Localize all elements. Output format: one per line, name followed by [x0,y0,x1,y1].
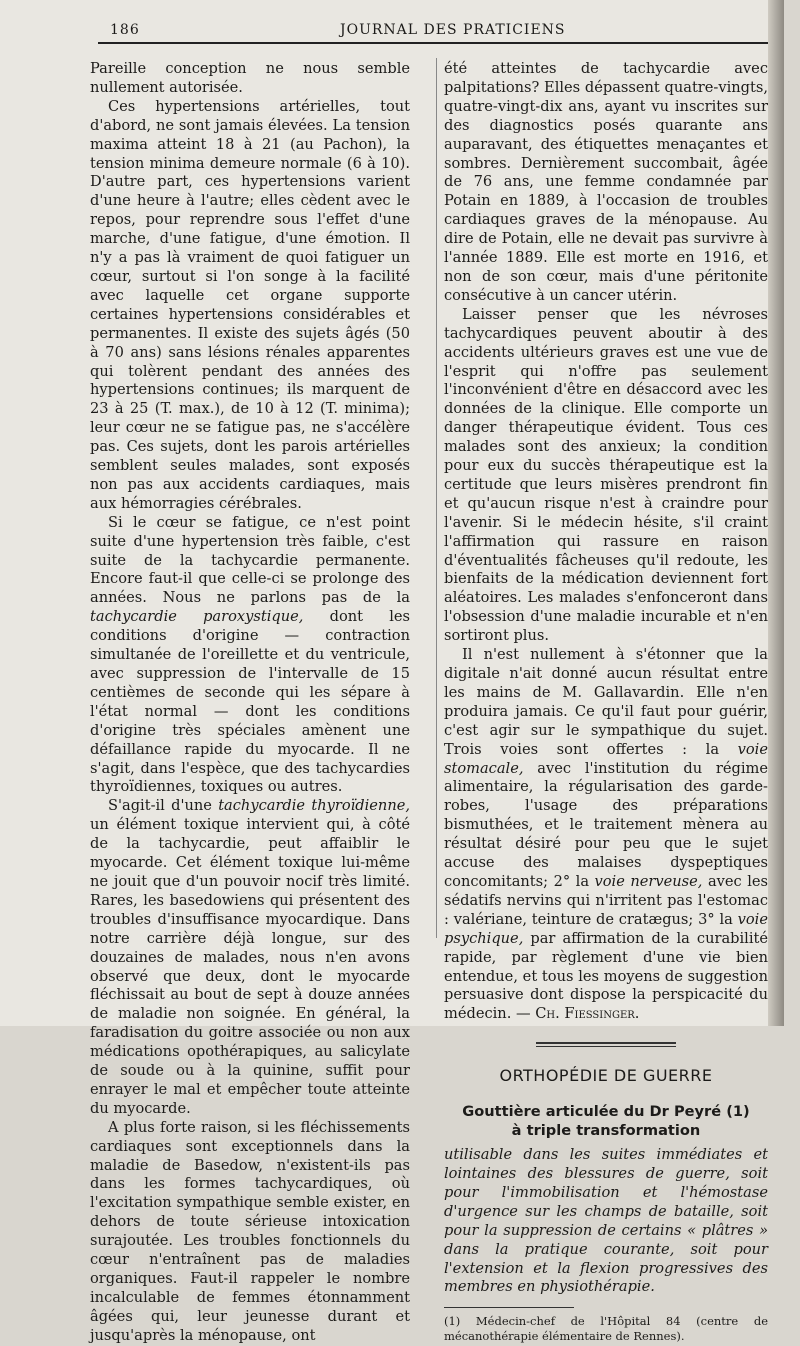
header-rule [98,42,778,44]
footnote-rule [444,1307,574,1308]
italic-term: tachycardie thyroïdienne, [218,797,410,815]
column-divider [436,58,437,938]
journal-title: JOURNAL DES PRATICIENS [340,22,566,38]
text-run: Si le cœur se fatigue, ce n'est point suite d'une hypertension très faible, c'est suite de la tachycardie permanente. Encore faut-il que celle-ci se prolonge des années. Nous ne parlons pas de la [90,513,410,607]
paragraph: Pareille conception ne nous semble nullement autorisée. [90,60,410,96]
article-title-line2: à triple transformation [511,1122,701,1140]
right-column [444,60,768,1344]
section-rule [536,1042,676,1047]
italic-term: voie psychique, [444,910,768,947]
paragraph [444,646,768,1024]
paragraph: Ces hypertensions artérielles, tout d'abord, ne sont jamais élevées. La tension maxima atteint 18 à 21 (au Pachon), la tension minima demeure normale (6 à 10). D'autre part, ces hypertensions varient d'une heure à l'autre; elles cèdent avec le repos, pour reprendre sous l'effet d'une marche, d'une fatigue, d'une émotion. Il n'y a pas là vraiment de quoi fatiguer un cœur, surtout si l'on songe à la facilité avec laquelle cet organe supporte certaines hypertensions considérables et permanentes. Il existe des sujets âgés (50 à 70 ans) sans lésions rénales apparentes qui tolèrent pendant des années des hypertensions continues; ils marquent de 23 à 25 (T. max.), de 10 à 12 (T. minima); leur cœur ne se fatigue pas, ne s'accélère pas. Ces sujets, dont les parois artérielles semblent seules malades, sont exposés non pas aux accidents cardiaques, mais aux hémorragies cérébrales. [90,97,410,512]
page-number: 186 [110,22,140,38]
text-run: avec l'institution du régime alimentaire, la régularisation des garde-robes, l'usage des préparations bismuthées, et le traitement mènera au résultat désiré pour peu que le sujet accuse des malaises dyspeptiques concomitants; 2° la [444,759,768,890]
paragraph [90,797,410,1118]
text-run: un élément toxique intervient qui, à côté de la tachycardie, peut affaiblir le myocarde. Cet élément toxique lui-même ne jouit que d'un pouvoir nocif très limité. Rares, les basedowiens qui présentent des troubles d'insuffisance myocardique. Dans notre carrière déjà longue, sur des douzaines de malades, nous n'en avons observé que deux, dont le myocarde fléchissait au bout de sept à douze années de maladie non soignée. En général, la faradisation du goitre associée ou non aux médications opothérapiques, au salicylate de soude ou à la quinine, suffit pour enrayer le mal et empêcher toute atteinte du myocarde. [90,816,410,1117]
italic-term: voie stomacale, [444,740,768,777]
text-run: avec les sédatifs nervins qui n'irritent pas l'estomac : valériane, teinture de cratægus; 3° la [444,872,768,928]
paragraph: Laisser penser que les névroses tachycardiques peuvent aboutir à des accidents ultérieurs graves est une vue de l'esprit qui n'offre pas seulement l'inconvénient d'être en désaccord avec les données de la clinique. Elle comporte un danger thérapeutique évident. Tous ces malades sont des anxieux; la condition pour eux du succès thérapeutique est la certitude que leurs misères prendront fin et qu'aucun risque n'est à craindre pour l'avenir. Si le médecin hésite, s'il craint l'affirmation qui rassure en raison d'éventualités fâcheuses qu'il redoute, les bienfaits de la médication deviennent fort aléatoires. Les malades s'enfonceront dans l'obsession d'une maladie incurable et n'en sortiront plus. [444,305,768,645]
page-header [40,22,770,42]
text-run: S'agit-il d'une [108,797,219,815]
italic-term: voie nerveuse, [594,872,703,890]
left-column [90,60,410,1346]
italic-term: tachycardie paroxystique, [90,608,304,626]
paragraph [90,514,410,798]
author-signature: Ch. Fiessinger. [535,1005,640,1023]
article-title: Gouttière articulée du Dr Peyré (1) [462,1103,750,1121]
article-subtitle: utilisable dans les suites immédiates et lointaines des blessures de guerre, soit pour l'immobilisation et l'hémostase d'urgence sur les champs de bataille, soit pour la suppression de certains « plâtres » dans la pratique courante, soit pour l'extension et la flexion progressives des membres en physiothérapie. [444,1146,768,1296]
paragraph: été atteintes de tachycardie avec palpitations? Elles dépassent quatre-vingts, quatre-vingt-dix ans, ayant vu inscrites sur des diagnostics posés quarante ans auparavant, des étiquettes menaçantes et sombres. Dernièrement succombait, âgée de 76 ans, une femme condamnée par Potain en 1889, à l'occasion de troubles cardiaques graves de la ménopause. Au dire de Potain, elle ne devait pas survivre à l'année 1889. Elle est morte en 1916, et non de son cœur, mais d'une péritonite consécutive à un cancer utérin. [444,60,768,304]
footnote: (1) Médecin-chef de l'Hôpital 84 (centre de mécanothérapie élémentaire de Rennes). [444,1314,768,1344]
text-run: Il n'est nullement à s'étonner que la digitale n'ait donné aucun résultat entre les mains de M. Gallavardin. Elle n'en produira jamais. Ce qu'il faut pour guérir, c'est agir sur le sympathique du sujet. Trois voies sont offertes : la [444,646,768,758]
section-title: ORTHOPÉDIE DE GUERRE [499,1066,713,1086]
paragraph: A plus forte raison, si les fléchissements cardiaques sont exceptionnels dans la maladie de Basedow, n'existent-ils pas dans les formes tachycardiques, où l'excitation sympathique semble exister, en dehors de toute sérieuse intoxication surajoutée. Les troubles fonctionnels du cœur n'entraînent pas de maladies organiques. Faut-il rappeler le nombre incalculable de femmes étonnamment âgées qui, leur jeunesse durant et jusqu'après la ménopause, ont [90,1118,410,1344]
page-edge-shadow [768,0,784,1026]
text-run: par affirmation de la curabilité rapide, par règlement d'une vie bien entendue, et tous les moyens de suggestion persuasive dont dispose la perspicacité du médecin. — [444,929,768,1023]
text-run: dont les conditions d'origine — contraction simultanée de l'oreillette et du ventricule, avec suppression de l'intervalle de 15 centièmes de seconde qui les sépare à l'état normal — dont les conditions d'origine très spéciales amènent une défaillance rapide du myocarde. Il ne s'agit, dans l'espèce, que des tachycardies thyroïdiennes, toxiques ou autres. [90,608,410,796]
